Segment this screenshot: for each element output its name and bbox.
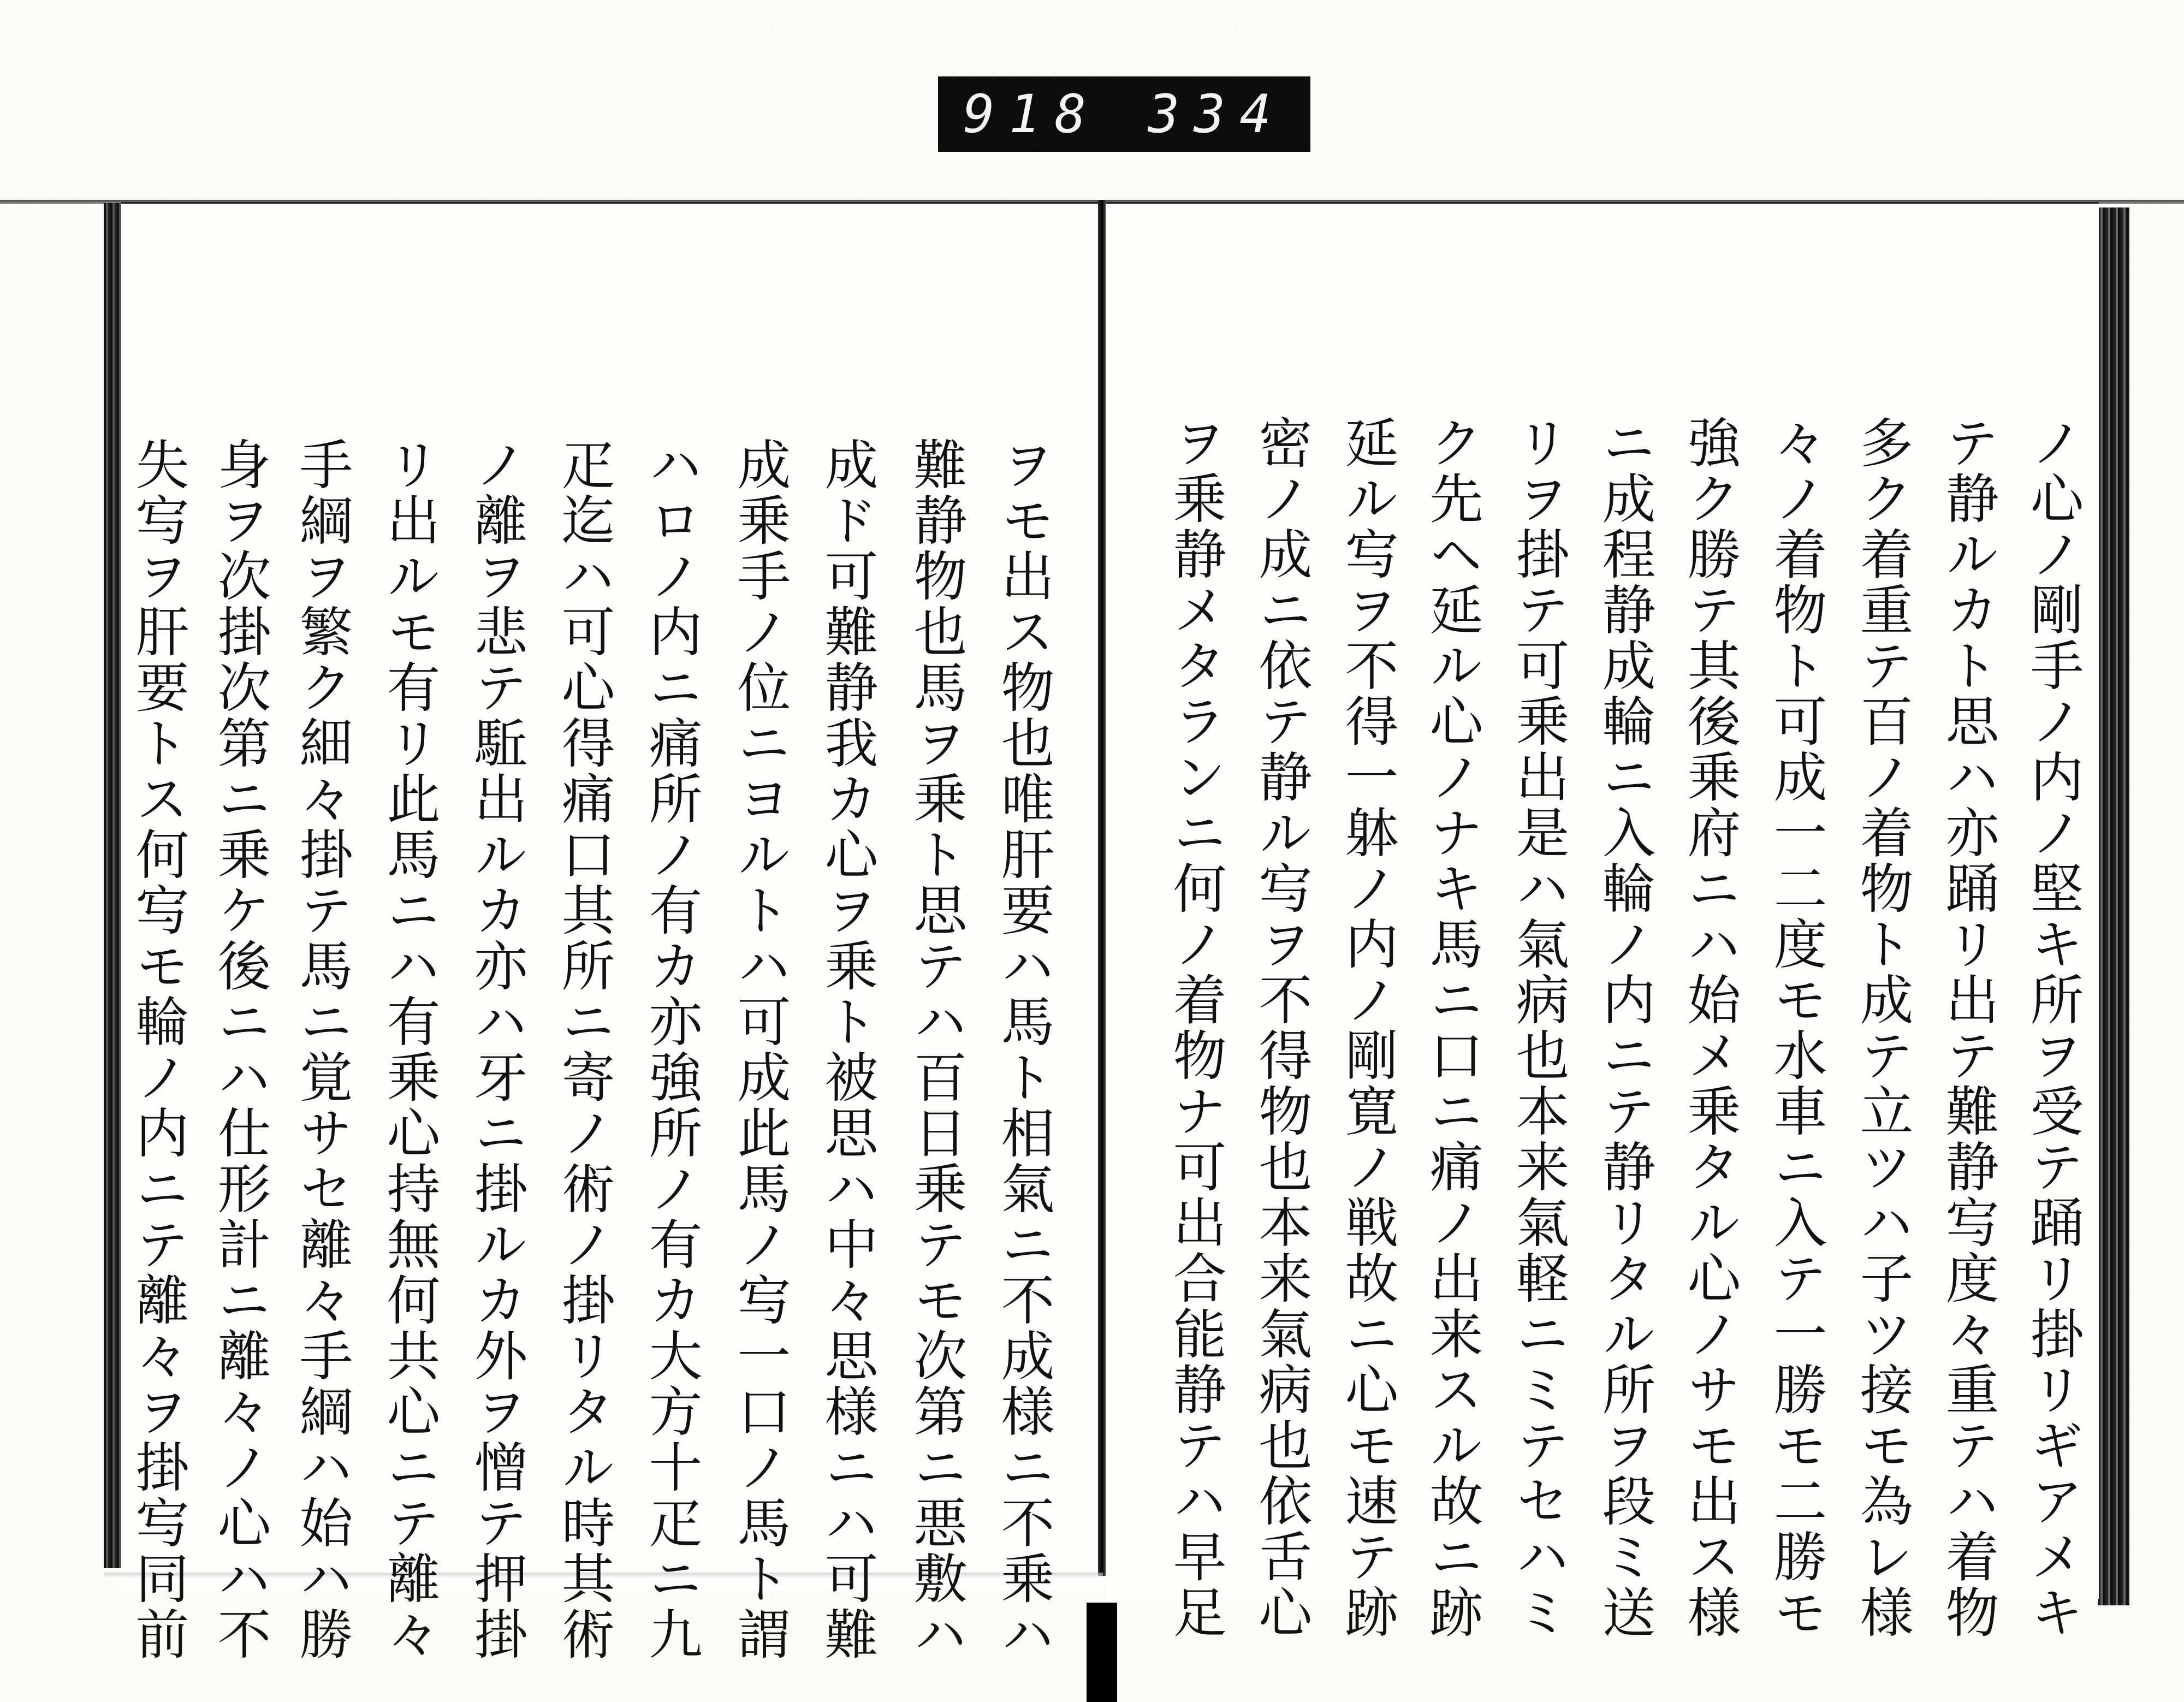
left-page-column-7: ノ離ヲ悲テ駈出ルカ亦ハ牙ニ掛ルカ外ヲ憎テ押掛 xyxy=(465,437,527,1662)
right-page-column-8: ク先ヘ延ル心ノナキ馬ニ口ニ痛ノ出来スル故ニ跡 xyxy=(1421,415,1483,1640)
right-page-column-5: 強ク勝テ其後乗府ニハ始メ乗タル心ノサモ出ス様 xyxy=(1678,415,1741,1640)
left-page-column-6: 疋迄ハ可心得痛口其所ニ寄ノ術ノ掛リタル時其術 xyxy=(553,437,615,1662)
left-page-column-4: 成乗手ノ位ニヨルトハ可成此馬ノ㝍一口ノ馬ト謂 xyxy=(728,437,791,1662)
left-page-column-2: 難静物也馬ヲ乗ト思テハ百日乗テモ次第ニ悪敷ハ xyxy=(905,437,967,1662)
catalog-label xyxy=(938,76,1310,152)
left-page-column-3: 成ド可難静我カ心ヲ乗ト被思ハ中々思様ニハ可難 xyxy=(816,437,878,1662)
left-page-column-11: 失㝍ヲ肝要トス何㝍モ輪ノ内ニテ離々ヲ掛㝍同前 xyxy=(127,437,189,1662)
catalog-number-right: 334 xyxy=(1148,84,1285,145)
gutter-shadow xyxy=(1087,1603,1117,1702)
book-gutter xyxy=(1098,200,1106,1576)
right-page-column-10: 密ノ成ニ依テ静ル㝍ヲ不得物也本来氣病也依舌心 xyxy=(1250,415,1312,1640)
left-page-column-5: ハロノ内ニ痛所ノ有カ亦強所ノ有カ大方十疋ニ九 xyxy=(640,437,702,1662)
left-page-column-1: ヲモ出ス物也唯肝要ハ馬ト相氣ニ不成様ニ不乗ハ xyxy=(992,437,1054,1662)
right-page-column-6: ニ成程静成輪ニ入輪ノ内ニテ静リタル所ヲ段ミ送 xyxy=(1593,415,1655,1640)
book-left-fore-edge xyxy=(104,203,122,1568)
catalog-number-left: 918 xyxy=(963,84,1101,145)
right-page-column-11: ヲ乗静メタランニ何ノ着物ナ可出合能静テハ早足 xyxy=(1164,415,1226,1640)
left-page-column-9: 手綱ヲ繁ク細々掛テ馬ニ覚サセ離々手綱ハ始ハ勝 xyxy=(290,437,353,1662)
right-page-column-9: 延ル㝍ヲ不得一躰ノ内ノ剛寛ノ戦故ニ心モ速テ跡 xyxy=(1336,415,1398,1640)
right-page-column-4: 々ノ着物ト可成一二度モ水車ニ入テ一勝モ二勝モ xyxy=(1765,415,1827,1640)
book-right-fore-edge xyxy=(2098,207,2129,1605)
left-page-column-8: リ出ルモ有リ此馬ニハ有乗心持無何共心ニテ離々 xyxy=(378,437,440,1662)
left-page-column-10: 身ヲ次掛次第ニ乗ケ後ニハ仕形計ニ離々ノ心ハ不 xyxy=(209,437,271,1662)
right-page-column-7: リヲ掛テ可乗出是ハ氣病也本来氣軽ニミテセハミ xyxy=(1507,415,1569,1640)
right-page-column-3: 多ク着重テ百ノ着物ト成テ立ツハ子ツ接モ為レ様 xyxy=(1851,415,1913,1640)
right-page-column-2: テ静ルカト思ハ亦踊リ出テ難静㝍度々重テハ着物 xyxy=(1937,415,1999,1640)
right-page-column-1: ノ心ノ剛手ノ内ノ堅キ所ヲ受テ踊リ掛リギアメキ xyxy=(2021,415,2084,1640)
